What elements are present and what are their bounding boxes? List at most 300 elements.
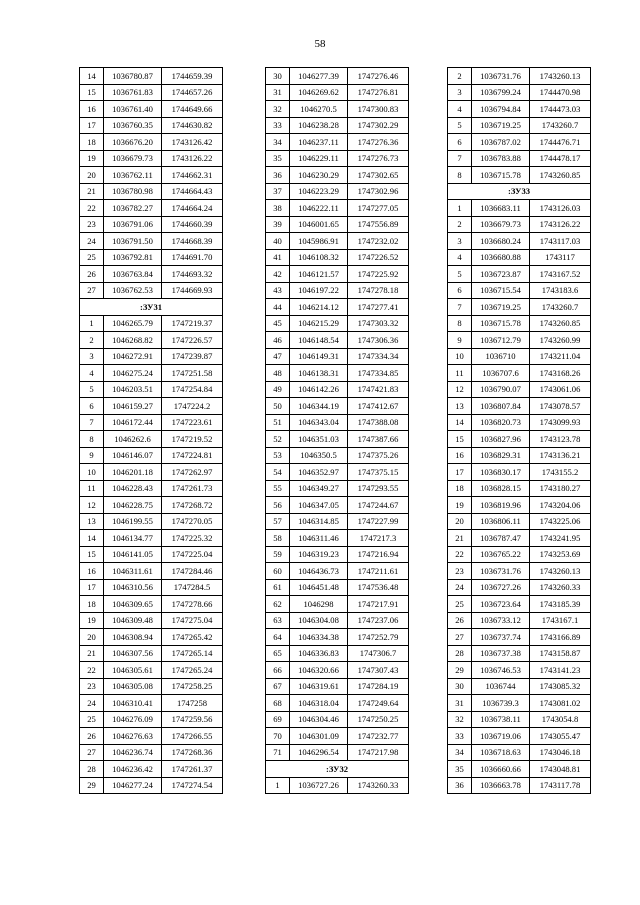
point-number: 71 bbox=[266, 744, 290, 761]
y-coordinate: 1747225.04 bbox=[162, 546, 223, 563]
table-row bbox=[266, 662, 409, 679]
y-coordinate: 1747274.54 bbox=[162, 777, 223, 794]
y-coordinate: 1747237.06 bbox=[348, 612, 409, 629]
x-coordinate: 1036680.88 bbox=[472, 249, 530, 266]
x-coordinate: 1036828.15 bbox=[472, 480, 530, 497]
table-row bbox=[448, 447, 591, 464]
point-number: 25 bbox=[80, 249, 104, 266]
y-coordinate: 1743166.89 bbox=[530, 629, 591, 646]
table-row bbox=[266, 84, 409, 101]
x-coordinate: 1036723.64 bbox=[472, 596, 530, 613]
point-number: 22 bbox=[448, 546, 472, 563]
point-number: 31 bbox=[448, 695, 472, 712]
table-row bbox=[266, 266, 409, 283]
point-number: 3 bbox=[448, 233, 472, 250]
table-row bbox=[80, 348, 223, 365]
y-coordinate: 1747278.66 bbox=[162, 596, 223, 613]
table-row bbox=[80, 150, 223, 167]
point-number: 2 bbox=[448, 216, 472, 233]
table-row bbox=[266, 612, 409, 629]
point-number: 20 bbox=[80, 167, 104, 184]
table-row bbox=[266, 200, 409, 217]
y-coordinate: 1747276.46 bbox=[348, 68, 409, 85]
y-coordinate: 1747232.77 bbox=[348, 728, 409, 745]
point-number: 30 bbox=[266, 68, 290, 85]
point-number: 34 bbox=[266, 134, 290, 151]
x-coordinate: 1046277.24 bbox=[104, 777, 162, 794]
point-number: 70 bbox=[266, 728, 290, 745]
y-coordinate: 1747262.97 bbox=[162, 464, 223, 481]
point-number: 13 bbox=[448, 398, 472, 415]
y-coordinate: 1743078.57 bbox=[530, 398, 591, 415]
y-coordinate: 1743061.06 bbox=[530, 381, 591, 398]
x-coordinate: 1036819.96 bbox=[472, 497, 530, 514]
y-coordinate: 1743260.33 bbox=[348, 777, 409, 794]
point-number: 12 bbox=[448, 381, 472, 398]
y-coordinate: 1743260.7 bbox=[530, 117, 591, 134]
x-coordinate: 1046276.09 bbox=[104, 711, 162, 728]
y-coordinate: 1743117 bbox=[530, 249, 591, 266]
table-row bbox=[266, 678, 409, 695]
table-row bbox=[266, 365, 409, 382]
table-row bbox=[80, 216, 223, 233]
table-row bbox=[266, 645, 409, 662]
table-row bbox=[80, 101, 223, 118]
y-coordinate: 1747226.52 bbox=[348, 249, 409, 266]
point-number: 23 bbox=[80, 216, 104, 233]
x-coordinate: 1036787.47 bbox=[472, 530, 530, 547]
x-coordinate: 1046138.31 bbox=[290, 365, 348, 382]
y-coordinate: 1747276.36 bbox=[348, 134, 409, 151]
y-coordinate: 1743260.85 bbox=[530, 167, 591, 184]
y-coordinate: 1747250.25 bbox=[348, 711, 409, 728]
point-number: 57 bbox=[266, 513, 290, 530]
y-coordinate: 1743141.23 bbox=[530, 662, 591, 679]
table-row bbox=[80, 777, 223, 794]
table-row bbox=[80, 579, 223, 596]
x-coordinate: 1036761.40 bbox=[104, 101, 162, 118]
x-coordinate: 1046309.48 bbox=[104, 612, 162, 629]
point-number: 34 bbox=[448, 744, 472, 761]
x-coordinate: 1036676.20 bbox=[104, 134, 162, 151]
x-coordinate: 1046309.65 bbox=[104, 596, 162, 613]
x-coordinate: 1046228.43 bbox=[104, 480, 162, 497]
y-coordinate: 1744630.82 bbox=[162, 117, 223, 134]
point-number: 24 bbox=[80, 233, 104, 250]
table-row bbox=[448, 332, 591, 349]
table-row bbox=[266, 315, 409, 332]
x-coordinate: 1046311.61 bbox=[104, 563, 162, 580]
point-number: 16 bbox=[80, 563, 104, 580]
y-coordinate: 1744693.32 bbox=[162, 266, 223, 283]
coordinates-table-left bbox=[79, 67, 223, 794]
table-row bbox=[266, 233, 409, 250]
point-number: 31 bbox=[266, 84, 290, 101]
point-number: 6 bbox=[448, 282, 472, 299]
table-row bbox=[266, 546, 409, 563]
y-coordinate: 1747270.05 bbox=[162, 513, 223, 530]
y-coordinate: 1744669.93 bbox=[162, 282, 223, 299]
x-coordinate: 1036794.84 bbox=[472, 101, 530, 118]
point-number: 33 bbox=[448, 728, 472, 745]
point-number: 37 bbox=[266, 183, 290, 200]
point-number: 27 bbox=[80, 744, 104, 761]
table-row bbox=[80, 678, 223, 695]
table-row bbox=[448, 398, 591, 415]
table-row bbox=[266, 629, 409, 646]
table-row bbox=[80, 497, 223, 514]
y-coordinate: 1747306.36 bbox=[348, 332, 409, 349]
x-coordinate: 1046108.32 bbox=[290, 249, 348, 266]
y-coordinate: 1747265.42 bbox=[162, 629, 223, 646]
x-coordinate: 1046270.5 bbox=[290, 101, 348, 118]
coordinates-table-middle bbox=[265, 67, 409, 794]
point-number: 29 bbox=[448, 662, 472, 679]
table-row bbox=[448, 497, 591, 514]
y-coordinate: 1747259.56 bbox=[162, 711, 223, 728]
coordinates-table-right bbox=[447, 67, 591, 794]
point-number: 15 bbox=[80, 84, 104, 101]
point-number: 67 bbox=[266, 678, 290, 695]
y-coordinate: 1747556.89 bbox=[348, 216, 409, 233]
x-coordinate: 1036782.27 bbox=[104, 200, 162, 217]
y-coordinate: 1743126.22 bbox=[530, 216, 591, 233]
y-coordinate: 1747226.57 bbox=[162, 332, 223, 349]
x-coordinate: 1036719.06 bbox=[472, 728, 530, 745]
x-coordinate: 1046142.26 bbox=[290, 381, 348, 398]
point-number: 3 bbox=[448, 84, 472, 101]
point-number: 29 bbox=[80, 777, 104, 794]
y-coordinate: 1747239.87 bbox=[162, 348, 223, 365]
x-coordinate: 1046307.56 bbox=[104, 645, 162, 662]
x-coordinate: 1046276.63 bbox=[104, 728, 162, 745]
x-coordinate: 1036712.79 bbox=[472, 332, 530, 349]
point-number: 16 bbox=[448, 447, 472, 464]
table-row bbox=[448, 117, 591, 134]
y-coordinate: 1743185.39 bbox=[530, 596, 591, 613]
x-coordinate: 1046215.29 bbox=[290, 315, 348, 332]
table-row bbox=[80, 513, 223, 530]
point-number: 10 bbox=[80, 464, 104, 481]
point-number: 27 bbox=[448, 629, 472, 646]
x-coordinate: 1046344.19 bbox=[290, 398, 348, 415]
point-number: 22 bbox=[80, 200, 104, 217]
table-row bbox=[266, 711, 409, 728]
x-coordinate: 1036787.02 bbox=[472, 134, 530, 151]
x-coordinate: 1046229.11 bbox=[290, 150, 348, 167]
section-header-row bbox=[266, 761, 409, 778]
table-row bbox=[80, 761, 223, 778]
x-coordinate: 1036744 bbox=[472, 678, 530, 695]
point-number: 51 bbox=[266, 414, 290, 431]
table-row bbox=[80, 612, 223, 629]
y-coordinate: 1744664.43 bbox=[162, 183, 223, 200]
point-number: 20 bbox=[448, 513, 472, 530]
table-row bbox=[266, 134, 409, 151]
point-number: 15 bbox=[448, 431, 472, 448]
x-coordinate: 1036829.31 bbox=[472, 447, 530, 464]
y-coordinate: 1743126.22 bbox=[162, 150, 223, 167]
point-number: 7 bbox=[448, 150, 472, 167]
x-coordinate: 1046336.83 bbox=[290, 645, 348, 662]
x-coordinate: 1046159.27 bbox=[104, 398, 162, 415]
x-coordinate: 1046001.65 bbox=[290, 216, 348, 233]
y-coordinate: 1747284.19 bbox=[348, 678, 409, 695]
point-number: 45 bbox=[266, 315, 290, 332]
x-coordinate: 1046121.57 bbox=[290, 266, 348, 283]
table-row bbox=[80, 744, 223, 761]
x-coordinate: 1046141.05 bbox=[104, 546, 162, 563]
y-coordinate: 1747261.37 bbox=[162, 761, 223, 778]
table-row bbox=[448, 777, 591, 794]
y-coordinate: 1747223.61 bbox=[162, 414, 223, 431]
x-coordinate: 1036723.87 bbox=[472, 266, 530, 283]
section-label: :ЗУ33 bbox=[448, 183, 591, 200]
table-row bbox=[448, 266, 591, 283]
y-coordinate: 1747387.66 bbox=[348, 431, 409, 448]
x-coordinate: 1046172.44 bbox=[104, 414, 162, 431]
x-coordinate: 1036733.12 bbox=[472, 612, 530, 629]
point-number: 4 bbox=[448, 101, 472, 118]
x-coordinate: 1046237.11 bbox=[290, 134, 348, 151]
point-number: 19 bbox=[448, 497, 472, 514]
y-coordinate: 1743085.32 bbox=[530, 678, 591, 695]
y-coordinate: 1747277.41 bbox=[348, 299, 409, 316]
table-row bbox=[80, 381, 223, 398]
table-row bbox=[80, 167, 223, 184]
table-row bbox=[448, 480, 591, 497]
x-coordinate: 1036791.06 bbox=[104, 216, 162, 233]
y-coordinate: 1747276.81 bbox=[348, 84, 409, 101]
point-number: 43 bbox=[266, 282, 290, 299]
x-coordinate: 1046334.38 bbox=[290, 629, 348, 646]
x-coordinate: 1046310.56 bbox=[104, 579, 162, 596]
point-number: 21 bbox=[448, 530, 472, 547]
point-number: 24 bbox=[80, 695, 104, 712]
x-coordinate: 1046318.04 bbox=[290, 695, 348, 712]
point-number: 38 bbox=[266, 200, 290, 217]
point-number: 4 bbox=[448, 249, 472, 266]
point-number: 5 bbox=[448, 117, 472, 134]
table-row bbox=[448, 546, 591, 563]
y-coordinate: 1747278.18 bbox=[348, 282, 409, 299]
table-row bbox=[80, 596, 223, 613]
y-coordinate: 1747300.83 bbox=[348, 101, 409, 118]
point-number: 69 bbox=[266, 711, 290, 728]
y-coordinate: 1743168.26 bbox=[530, 365, 591, 382]
table-row bbox=[448, 381, 591, 398]
point-number: 15 bbox=[80, 546, 104, 563]
x-coordinate: 1036799.24 bbox=[472, 84, 530, 101]
y-coordinate: 1747258 bbox=[162, 695, 223, 712]
x-coordinate: 1046272.91 bbox=[104, 348, 162, 365]
y-coordinate: 1747251.58 bbox=[162, 365, 223, 382]
x-coordinate: 1046319.23 bbox=[290, 546, 348, 563]
x-coordinate: 1046347.05 bbox=[290, 497, 348, 514]
table-row bbox=[448, 167, 591, 184]
table-row bbox=[448, 365, 591, 382]
x-coordinate: 1046148.54 bbox=[290, 332, 348, 349]
y-coordinate: 1747254.84 bbox=[162, 381, 223, 398]
x-coordinate: 1036763.84 bbox=[104, 266, 162, 283]
y-coordinate: 1747536.48 bbox=[348, 579, 409, 596]
x-coordinate: 1036679.73 bbox=[104, 150, 162, 167]
x-coordinate: 1046311.46 bbox=[290, 530, 348, 547]
point-number: 26 bbox=[80, 266, 104, 283]
x-coordinate: 1036790.07 bbox=[472, 381, 530, 398]
point-number: 8 bbox=[80, 431, 104, 448]
point-number: 25 bbox=[448, 596, 472, 613]
section-header-row bbox=[448, 183, 591, 200]
table-row bbox=[80, 68, 223, 85]
section-label: :ЗУ31 bbox=[80, 299, 223, 316]
point-number: 4 bbox=[80, 365, 104, 382]
table-row bbox=[448, 744, 591, 761]
table-row bbox=[80, 249, 223, 266]
point-number: 54 bbox=[266, 464, 290, 481]
y-coordinate: 1747224.81 bbox=[162, 447, 223, 464]
table-row bbox=[266, 68, 409, 85]
x-coordinate: 1036765.22 bbox=[472, 546, 530, 563]
table-row bbox=[448, 216, 591, 233]
table-row bbox=[266, 447, 409, 464]
y-coordinate: 1744662.31 bbox=[162, 167, 223, 184]
x-coordinate: 1036719.25 bbox=[472, 299, 530, 316]
point-number: 2 bbox=[80, 332, 104, 349]
table-row bbox=[448, 579, 591, 596]
point-number: 3 bbox=[80, 348, 104, 365]
y-coordinate: 1743204.06 bbox=[530, 497, 591, 514]
x-coordinate: 1046197.22 bbox=[290, 282, 348, 299]
table-row bbox=[266, 348, 409, 365]
y-coordinate: 1747293.55 bbox=[348, 480, 409, 497]
x-coordinate: 1046352.97 bbox=[290, 464, 348, 481]
y-coordinate: 1743123.78 bbox=[530, 431, 591, 448]
y-coordinate: 1747219.52 bbox=[162, 431, 223, 448]
point-number: 14 bbox=[80, 530, 104, 547]
point-number: 7 bbox=[80, 414, 104, 431]
table-row bbox=[448, 761, 591, 778]
point-number: 24 bbox=[448, 579, 472, 596]
y-coordinate: 1747302.29 bbox=[348, 117, 409, 134]
table-row bbox=[80, 695, 223, 712]
point-number: 46 bbox=[266, 332, 290, 349]
table-row bbox=[80, 183, 223, 200]
y-coordinate: 1744659.39 bbox=[162, 68, 223, 85]
point-number: 9 bbox=[80, 447, 104, 464]
x-coordinate: 1036738.11 bbox=[472, 711, 530, 728]
y-coordinate: 1747388.08 bbox=[348, 414, 409, 431]
x-coordinate: 1036783.88 bbox=[472, 150, 530, 167]
x-coordinate: 1036680.24 bbox=[472, 233, 530, 250]
table-row bbox=[266, 777, 409, 794]
table-row bbox=[448, 134, 591, 151]
y-coordinate: 1747258.25 bbox=[162, 678, 223, 695]
table-row bbox=[266, 579, 409, 596]
point-number: 17 bbox=[80, 117, 104, 134]
x-coordinate: 1046230.29 bbox=[290, 167, 348, 184]
point-number: 47 bbox=[266, 348, 290, 365]
y-coordinate: 1747307.43 bbox=[348, 662, 409, 679]
point-number: 8 bbox=[448, 167, 472, 184]
table-row bbox=[266, 464, 409, 481]
point-number: 59 bbox=[266, 546, 290, 563]
point-number: 40 bbox=[266, 233, 290, 250]
point-number: 17 bbox=[80, 579, 104, 596]
x-coordinate: 1046296.54 bbox=[290, 744, 348, 761]
table-row bbox=[266, 101, 409, 118]
table-row bbox=[448, 678, 591, 695]
y-coordinate: 1743211.04 bbox=[530, 348, 591, 365]
point-number: 35 bbox=[448, 761, 472, 778]
page-number: 58 bbox=[314, 38, 326, 50]
x-coordinate: 1036737.38 bbox=[472, 645, 530, 662]
table-row bbox=[448, 282, 591, 299]
y-coordinate: 1744668.39 bbox=[162, 233, 223, 250]
x-coordinate: 1046228.75 bbox=[104, 497, 162, 514]
table-row bbox=[266, 150, 409, 167]
table-row bbox=[266, 744, 409, 761]
table-row bbox=[448, 414, 591, 431]
y-coordinate: 1743260.13 bbox=[530, 563, 591, 580]
table-row bbox=[448, 530, 591, 547]
table-row bbox=[80, 711, 223, 728]
x-coordinate: 1036830.17 bbox=[472, 464, 530, 481]
table-row bbox=[266, 167, 409, 184]
x-coordinate: 1046343.04 bbox=[290, 414, 348, 431]
x-coordinate: 1036807.84 bbox=[472, 398, 530, 415]
table-row bbox=[80, 645, 223, 662]
y-coordinate: 1743260.85 bbox=[530, 315, 591, 332]
y-coordinate: 1747225.92 bbox=[348, 266, 409, 283]
table-row bbox=[80, 563, 223, 580]
table-row bbox=[448, 695, 591, 712]
x-coordinate: 1036710 bbox=[472, 348, 530, 365]
y-coordinate: 1743225.06 bbox=[530, 513, 591, 530]
point-number: 14 bbox=[80, 68, 104, 85]
x-coordinate: 1046351.03 bbox=[290, 431, 348, 448]
point-number: 18 bbox=[80, 596, 104, 613]
point-number: 23 bbox=[80, 678, 104, 695]
y-coordinate: 1744691.70 bbox=[162, 249, 223, 266]
point-number: 13 bbox=[80, 513, 104, 530]
y-coordinate: 1743241.95 bbox=[530, 530, 591, 547]
table-row bbox=[266, 117, 409, 134]
y-coordinate: 1744470.98 bbox=[530, 84, 591, 101]
y-coordinate: 1744473.03 bbox=[530, 101, 591, 118]
point-number: 32 bbox=[448, 711, 472, 728]
y-coordinate: 1744660.39 bbox=[162, 216, 223, 233]
x-coordinate: 1046451.48 bbox=[290, 579, 348, 596]
section-label: :ЗУ32 bbox=[266, 761, 409, 778]
table-row bbox=[266, 563, 409, 580]
table-row bbox=[448, 464, 591, 481]
y-coordinate: 1743126.42 bbox=[162, 134, 223, 151]
y-coordinate: 1743126.03 bbox=[530, 200, 591, 217]
y-coordinate: 1747244.67 bbox=[348, 497, 409, 514]
x-coordinate: 1036792.81 bbox=[104, 249, 162, 266]
y-coordinate: 1747375.15 bbox=[348, 464, 409, 481]
table-row bbox=[266, 249, 409, 266]
point-number: 18 bbox=[448, 480, 472, 497]
table-row bbox=[80, 530, 223, 547]
y-coordinate: 1743260.13 bbox=[530, 68, 591, 85]
table-row bbox=[448, 596, 591, 613]
x-coordinate: 1036715.54 bbox=[472, 282, 530, 299]
point-number: 36 bbox=[266, 167, 290, 184]
y-coordinate: 1747421.83 bbox=[348, 381, 409, 398]
table-row bbox=[80, 464, 223, 481]
